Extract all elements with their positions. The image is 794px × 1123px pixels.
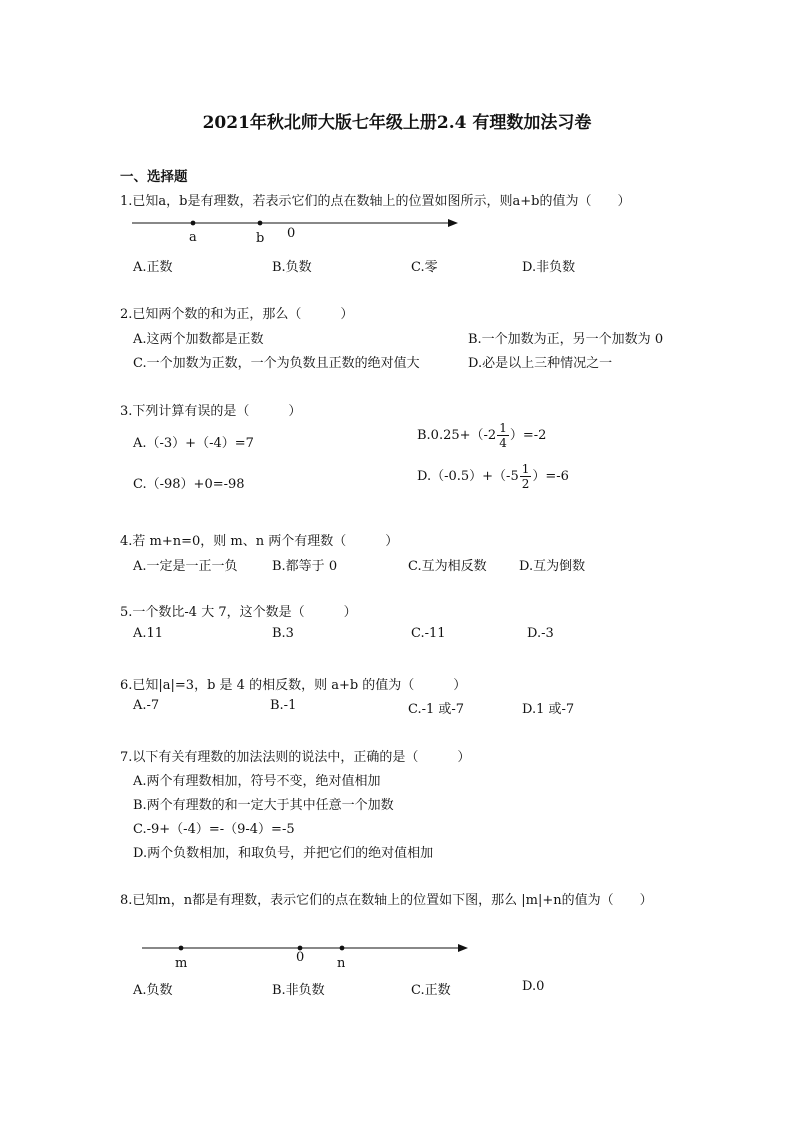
- q5-option-a: A.11: [133, 626, 164, 641]
- q4-option-b: B.都等于 0: [272, 559, 338, 574]
- point-n: [340, 946, 345, 951]
- q8-option-c: C.正数: [411, 983, 451, 998]
- q5-stem: 5.一个数比-4 大 7，这个数是（ ）: [120, 605, 357, 620]
- q6-stem: 6.已知|a|=3，b 是 4 的相反数，则 a+b 的值为（ ）: [120, 678, 467, 693]
- q2-option-b: B.一个加数为正，另一个加数为 0: [468, 332, 664, 347]
- fraction-numerator: 1: [499, 421, 507, 435]
- q8-option-d: D.0: [522, 979, 545, 994]
- q3-stem: 3.下列计算有误的是（ ）: [120, 404, 302, 419]
- label-zero: 0: [296, 950, 305, 965]
- fraction-denominator: 2: [521, 477, 530, 491]
- q2-option-d: D.必是以上三种情况之一: [468, 356, 613, 371]
- q1-option-b: B.负数: [272, 260, 312, 275]
- q8-option-a: A.负数: [133, 983, 173, 998]
- q3-b-prefix: B.0.25+（-2: [417, 428, 497, 443]
- q1-number-line: [120, 212, 470, 246]
- q5-option-c: C.-11: [411, 626, 446, 641]
- q5-option-b: B.3: [272, 626, 294, 641]
- page-title: 2021年秋北师大版七年级上册2.4 有理数加法习卷: [202, 113, 592, 133]
- q6-option-b: B.-1: [270, 698, 297, 713]
- q6-option-a: A.-7: [133, 698, 160, 713]
- point-b: [258, 221, 263, 226]
- q3-option-d: [417, 462, 569, 491]
- q3-option-c: C.（-98）+0=-98: [133, 477, 245, 492]
- q2-option-a: A.这两个加数都是正数: [133, 332, 264, 347]
- arrow-head: [448, 219, 458, 227]
- point-m: [179, 946, 184, 951]
- q1-option-a: A.正数: [133, 260, 173, 275]
- point-a: [191, 221, 196, 226]
- q5-option-d: D.-3: [527, 626, 554, 641]
- q2-stem: 2.已知两个数的和为正，那么（ ）: [120, 307, 354, 322]
- q7-option-d: D.两个负数相加，和取负号，并把它们的绝对值相加: [133, 846, 434, 861]
- q4-option-c: C.互为相反数: [408, 559, 487, 574]
- q6-option-c: C.-1 或-7: [408, 702, 465, 717]
- q3-b-suffix: ）=-2: [509, 428, 547, 443]
- q8-option-b: B.非负数: [272, 983, 325, 998]
- q1-stem: 1.已知a，b是有理数，若表示它们的点在数轴上的位置如图所示，则a+b的值为（ ）: [120, 194, 631, 209]
- label-b: b: [256, 231, 265, 246]
- q4-option-a: A.一定是一正一负: [133, 559, 238, 574]
- q7-option-c: C.-9+（-4）=-（9-4）=-5: [133, 822, 295, 837]
- q7-stem: 7.以下有关有理数的加法法则的说法中，正确的是（ ）: [120, 750, 471, 765]
- arrow-head: [458, 944, 468, 952]
- q1-option-c: C.零: [411, 260, 438, 275]
- q3-option-a: A.（-3）+（-4）=7: [133, 436, 254, 451]
- fraction-numerator: 1: [521, 462, 530, 476]
- q4-stem: 4.若 m+n=0，则 m、n 两个有理数（ ）: [120, 534, 399, 549]
- q3-d-prefix: D.（-0.5）+（-5: [417, 469, 519, 484]
- label-zero: 0: [287, 226, 296, 241]
- q8-number-line: [130, 936, 480, 972]
- q3-option-b: [417, 421, 546, 450]
- label-m: m: [175, 956, 188, 971]
- q7-option-b: B.两个有理数的和一定大于其中任意一个加数: [133, 798, 394, 813]
- label-a: a: [189, 230, 197, 245]
- q8-stem: 8.已知m，n都是有理数，表示它们的点在数轴上的位置如下图，那么 |m|+n的值为（ ）: [120, 893, 653, 908]
- fraction-denominator: 4: [499, 436, 507, 450]
- section-heading: 一、选择题: [120, 169, 188, 185]
- q7-option-a: A.两个有理数相加，符号不变，绝对值相加: [133, 774, 381, 789]
- q6-option-d: D.1 或-7: [522, 702, 575, 717]
- q3-d-suffix: ）=-6: [532, 469, 569, 484]
- q4-option-d: D.互为倒数: [519, 559, 586, 574]
- q2-option-c: C.一个加数为正数，一个为负数且正数的绝对值大: [133, 356, 420, 371]
- fraction: [497, 421, 509, 450]
- q1-option-d: D.非负数: [522, 260, 576, 275]
- fraction: [520, 462, 532, 491]
- label-n: n: [337, 956, 346, 971]
